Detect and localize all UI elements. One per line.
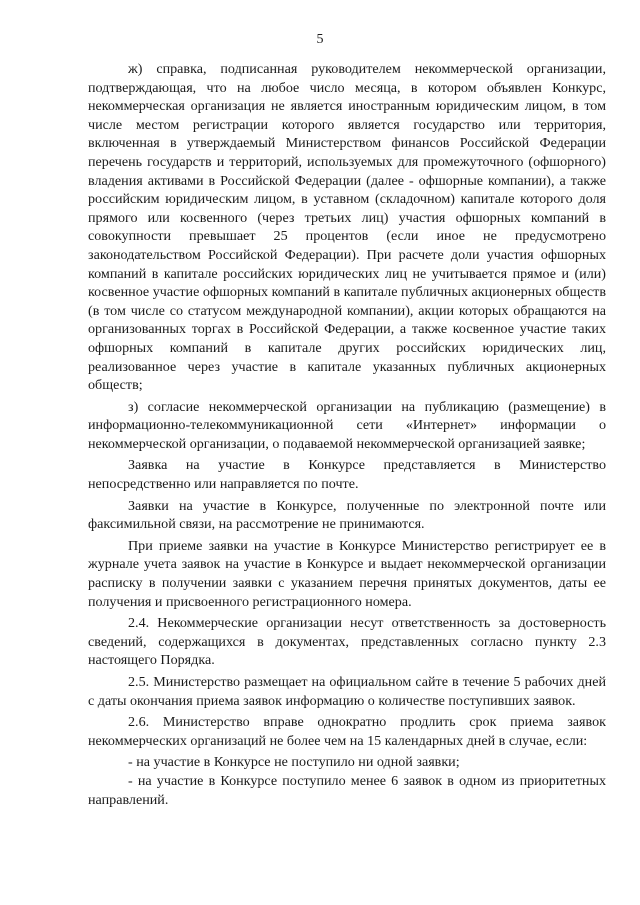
paragraph-publication-consent: з) согласие некоммерческой организации на публикацию (размещение) в информационно-телекоммуникационной сети «Интернет» информации о некоммерческой организации, о подаваемой некоммерческой организацией заявке;: [88, 398, 606, 452]
paragraph-2-4-responsibility: 2.4. Некоммерческие организации несут ответственность за достоверность сведений, содержащихся в документах, представленных согласно пункту 2.3 настоящего Порядка.: [88, 615, 606, 669]
page-number: 5: [316, 32, 324, 47]
paragraph-registration: При приеме заявки на участие в Конкурсе Министерство регистрирует ее в журнале учета заявок на участие в Конкурсе и выдает некоммерческой организации расписку в получении заявки с указанием перечня принятых документов, даты ее получения и присвоенного регистрационного номера.: [88, 537, 606, 610]
paragraph-2-6-extension: 2.6. Министерство вправе однократно продлить срок приема заявок некоммерческих организаций не более чем на 15 календарных дней в случае, если:: [88, 714, 606, 749]
document-body: [88, 60, 606, 812]
paragraph-certificate-offshore: ж) справка, подписанная руководителем некоммерческой организации, подтверждающая, что на любое число месяца, в котором объявлен Конкурс, некоммерческая организация не является иностранным юридическим лицом, в том числе местом регистрации которого является государство или территория, включенная в утверждаемый Министерством финансов Российской Федерации перечень государств и территорий, используемых для промежуточного (офшорного) владения активами в Российской Федерации (далее - офшорные компании), а также российским юридическим лицом, в уставном (складочном) капитале которого доля прямого или косвенного (через третьих лиц) участия офшорных компаний в совокупности превышает 25 процентов (если иное не предусмотрено законодательством Российской Федерации). При расчете доли участия офшорных компаний в капитале российских юридических лиц не учитывается прямое и (или) косвенное участие офшорных компаний в капитале публичных акционерных обществ (в том числе со статусом международной компании), акции которых обращаются на организованных торгах в Российской Федерации, а также косвенное участие таких офшорных компаний в капитале других российских юридических лиц, реализованное через участие в капитале указанных публичных акционерных обществ;: [88, 61, 606, 394]
list-item-fewer-than-six: - на участие в Конкурсе поступило менее 6 заявок в одном из приоритетных направлений.: [88, 772, 606, 808]
paragraph-email-fax-rejection: Заявки на участие в Конкурсе, полученные по электронной почте или факсимильной связи, на рассмотрение не принимаются.: [88, 497, 606, 533]
list-item-no-applications: - на участие в Конкурсе не поступило ни одной заявки;: [128, 754, 460, 771]
paragraph-application-submission: Заявка на участие в Конкурсе представляется в Министерство непосредственно или направляется по почте.: [88, 457, 606, 493]
paragraph-2-5-publication: 2.5. Министерство размещает на официальном сайте в течение 5 рабочих дней с даты окончания приема заявок информацию о количестве поступивших заявок.: [88, 674, 606, 709]
